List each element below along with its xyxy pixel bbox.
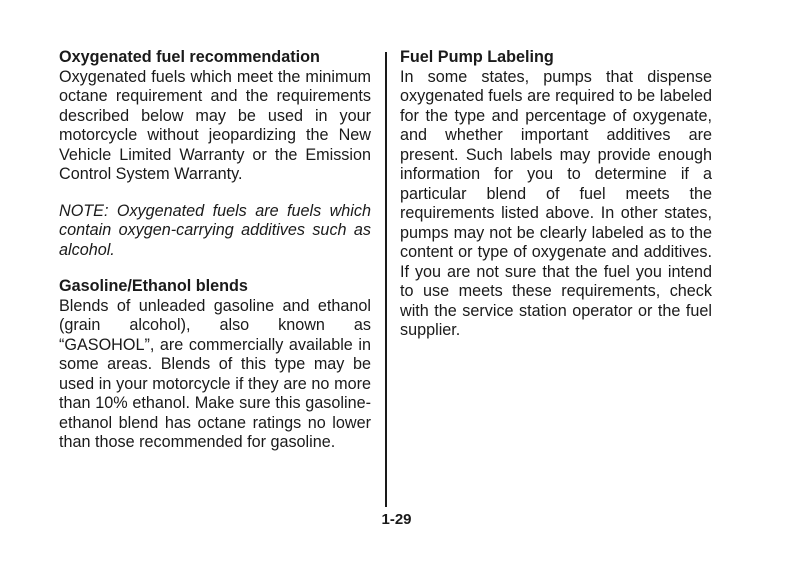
section-heading: Gasoline/Ethanol blends <box>59 277 248 295</box>
section-fuel-pump-labeling <box>400 48 712 341</box>
section-body: In some states, pumps that dispense oxygenated fuels are required to be labeled for the type and percentage of oxygenate, and whether important additives are present. Such labels may provide enough information for you to determine if a particular blend of fuel meets the requirements listed above. In other states, pumps may not be clearly labeled as to the content or type of oxygenate and additives. If you are not sure that the fuel you intend to use meets these requirements, check with the service station operator or the fuel supplier. <box>400 67 712 339</box>
section-body: Oxygenated fuels which meet the minimum octane requirement and the requirements described below may be used in your motorcycle without jeopardizing the New Vehicle Limited Warranty or the Emission Control System Warranty. <box>59 67 371 183</box>
note-text: NOTE: Oxygenated fuels are fuels which contain oxygen-carrying additives such as alcohol. <box>59 201 371 259</box>
section-oxygenated-fuel <box>59 48 371 185</box>
section-gasoline-ethanol <box>59 277 371 453</box>
section-heading: Oxygenated fuel recommendation <box>59 48 320 66</box>
page-number: 1-29 <box>381 511 412 528</box>
section-heading: Fuel Pump Labeling <box>400 48 554 66</box>
column-divider <box>385 52 387 507</box>
section-body: Blends of unleaded gasoline and ethanol (grain alcohol), also known as “GASOHOL”, are commercially available in some areas. Blends of this type may be used in your motorcycle if they are no more than 10% ethanol. Make sure this gasoline-ethanol blend has octane ratings no lower than those recommended for gasoline. <box>59 296 371 451</box>
left-column <box>59 48 371 453</box>
right-column <box>400 48 712 341</box>
